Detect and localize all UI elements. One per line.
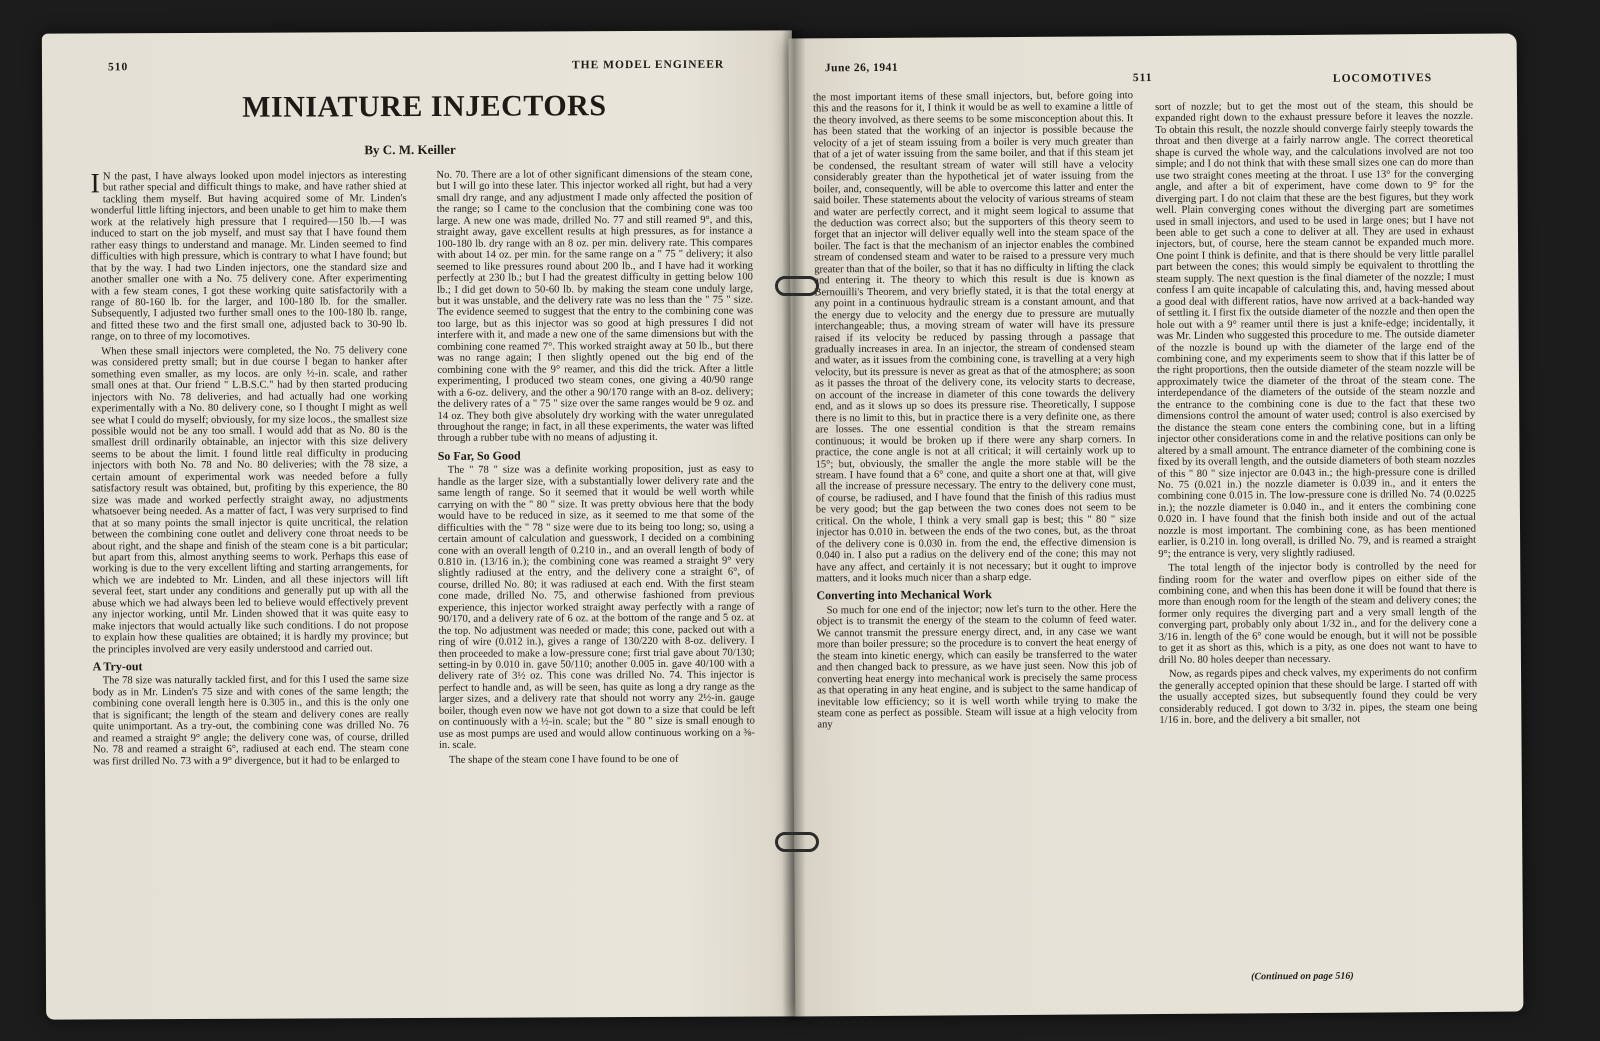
article-title: MINIATURE INJECTORS bbox=[242, 89, 607, 124]
text-column-4 bbox=[1155, 100, 1479, 962]
staple bbox=[775, 276, 819, 296]
paragraph: sort of nozzle; but to get the most out of the steam, this should be expanded right down to the exhaust pressure before it leaves the nozzle. To obtain this result, the nozzle should converge fairly steeply towards the throat and then diverge at a fairly narrow angle. The correct theoretical shape is curved the whole way, and the calculations involved are not too simple; and I do not think that with these small sizes one can do more than use two straight cones meeting at the throat. I use 13° for the converging angle, and after a bit of experiment, have come down to 9° for the diverging part. I do not claim that these are the best figures, but they work well. Plain converging cones without the diverging part are sometimes used in small injectors, and used to be used in large ones; but I have not been able to get such a cone to deliver at all. They are used in exhaust injectors, but, of course, here the steam cannot be expanded much more. One point I think is definite, and that is there should be very little parallel part between the cones; this would simply be equivalent to throttling the steam supply. The next question is the final diameter of the nozzle; I must confess I am quite incapable of calculating this, and, having messed about a good deal with different ratios, have now arrived at a back-handed way of settling it. I first fix the outside diameter of the nozzle and then open the hole out with a 9° reamer until there is just a knife-edge; incidentally, it was Mr. Linden who suggested this procedure to me. The outside diameter of the nozzle is bound up with the diameter of the large end of the combining cone, and my experiments seem to show that if this latter be of the right proportions, then the outside diameter of the steam nozzle will be approximately twice the diameter of the throat of the steam cone. The interdependance of the diameters of the outside of the steam nozzle and the entrance to the combining cone is due to the fact that these two dimensions control the amount of water used; control is also exercised by the distance the steam cone enters the combining cone, but in a lifting injector other considerations come in and the relative positions can only be altered by a small amount. The entrance diameter of the combining cone is fixed by its overall length, and the outside diameters of both steam nozzles of this " 80 " size injector are 0.043 in.; the high-pressure cone is drilled No. 75 (0.021 in.) the nozzle diameter is 0.039 in., and it enters the combining cone 0.015 in. The low-pressure cone is drilled No. 74 (0.0225 in.); the nozzle diameter is 0.040 in., and it enters the combining cone 0.020 in. I have found that the finish both inside and out of the actual nozzle is most important. The combining cone, as has been mentioned earlier, is 0.210 in. long overall, is drilled No. 79, and is reamed a straight 9°; the entrance is very, very slightly radiused. bbox=[1155, 99, 1477, 560]
section-heading: So Far, So Good bbox=[437, 448, 521, 463]
page-number: 511 bbox=[1132, 72, 1153, 85]
page-number: 510 bbox=[107, 61, 129, 74]
continued-note: (Continued on page 516) bbox=[1251, 970, 1354, 983]
text-column-2 bbox=[436, 169, 756, 1000]
paragraph: The total length of the injector body is controlled by the need for finding room for the water and overflow pipes on either side of the combining cone, and when this has been done it will be found that there is more than enough room for the length of the steam and delivery cones; the former only requires the diverging part and a very small length of the converging part, probably only about 1/32 in., and for the delivery cone a 3/16 in. length of the 6° cone would be enough, but it will not be possible to get it as short as this, which is a pity, as one does not want to have to drill No. 80 holes deeper than necessary. bbox=[1158, 560, 1477, 666]
section-heading: Converting into Mechanical Work bbox=[816, 587, 992, 603]
staple bbox=[775, 832, 819, 852]
section-heading: A Try-out bbox=[92, 659, 143, 674]
drop-cap: I bbox=[90, 168, 100, 200]
spine-gutter bbox=[782, 30, 806, 1020]
text-column-3 bbox=[813, 90, 1139, 997]
paragraph: Now, as regards pipes and check valves, my experiments do not confirm the generally accepted opinion that these should be large. I started off with the usually accepted sizes, but subsequently found they could be very considerably reduced. I got down to 3/32 in. pipes, the steam one being 1/16 in. bore, and the delivery a bit smaller, not bbox=[1159, 666, 1478, 726]
paragraph: When these small injectors were completed, the No. 75 delivery cone was considered pretty small; but in due course I began to hanker after something even smaller, as my locos. are only ½-in. scale, and rather small ones at that. Our friend " L.B.S.C." had by then started producing injectors with No. 78 deliveries, and had actually had one working experimentally with a No. 80 delivery cone, so I thought I might as well see what I could do myself; obviously, for my size locos., the smallest size possible would not be any too small. I would add that as No. 80 is the smallest drill ordinarily obtainable, an injector with this size delivery seems to be about the limit. I found little real difficulty in producing injectors with both No. 78 and No. 80 deliveries; with the 78 size, a certain amount of experimental work was needed before a fully satisfactory result was obtained, but, profiting by this experience, the 80 size was made and worked perfectly straight away, no adjustments whatsoever being needed. As a matter of fact, I was very surprised to find that at so many points the small injector is quite uncritical, the relation between the combining cone outlet and delivery cone throat needs to be about right, and the shape and finish of the steam cone is a bit particular; but apart from this, almost anything seems to work. Perhaps this ease of working is due to the very excellent lifting and starting arrangements, for which we are indebted to Mr. Linden, and all these injectors will lift several feet, start under any conditions and generally put up with all the abuse which we had always been led to believe would effectively prevent any injector working, until Mr. Linden showed that it was quite easy to make injectors that would actually like such conditions. I do not propose to explain how these qualities are obtained; it is hardly my province; but the principles involved are very easily understood and carried out. bbox=[91, 344, 409, 656]
paragraph: No. 70. There are a lot of other significant dimensions of the steam cone, but I will go into these later. This injector worked all right, but had a very small dry range, and any adjustment I made only affected the position of the range; so I came to the conclusion that the combining cone was too large. A new one was made, drilled No. 77 and still reamed 9°, and this, straight away, gave excellent results at high pressures, as for instance a 100-180 lb. dry range with an 8 oz. per min. delivery rate. This compares with about 14 oz. per min. for the same range on a " 75 " delivery; it also seemed to like pressures round about 200 lb., and I have had it working perfectly at 230 lb.; but I had the greatest difficulty in getting below 100 lb.; I did get down to 50-60 lb. by making the steam cone unduly large, but it was unstable, and the delivery rate was no less than the " 75 " size. The evidence seemed to suggest that the entry to the combining cone was too large, but as this injector was so good at high pressures I did not interfere with it, and made a new one of the same dimensions but with the combining cone reamed 7°. This worked straight away at 50 lb., but there was no range again; I then slightly opened out the big end of the combining cone with the 9° reamer, and this did the trick. After a little experimenting, I produced two steam cones, one giving a 40/90 range with a 6-oz. delivery, and the other a 90/170 range with an 8-oz. delivery; the delivery rates of a " 75 " size over the same ranges would be 9 oz. and 14 oz. They both give absolutely dry working with the water unregulated throughout the range; in fact, in all these experiments, the water was lifted through a rubber tube with no means of adjusting it. bbox=[436, 168, 754, 445]
issue-date: June 26, 1941 bbox=[824, 61, 899, 75]
running-head: LOCOMOTIVES bbox=[1332, 72, 1433, 85]
paragraph: The " 78 " size was a definite working proposition, just as easy to handle as the larger size, with a substantially lower delivery rate and the same length of range. So it seemed that it would be well worth while carrying on with the " 80 " size. It was pretty obvious here that the body would have to be reduced in size, as it seemed to me that some of the difficulties with the " 78 " size were due to its being too long; so, using a certain amount of calculation and guesswork, I decided on a combining cone with an overall length of 0.210 in., and an overall length of body of 0.810 in. (13/16 in.); the combining cone was reamed a straight 9° very slightly radiused at the entry, and the delivery cone a straight 6°, of course, drilled No. 80; it was radiused at each end. With the first steam cone made, drilled No. 75, and otherwise fashioned from previous experience, this injector worked straight away perfectly with a range of 90/170, and a delivery rate of 6 oz. at the bottom of the range and 5 oz. at the top. No adjustment was needed or made; this cone, packed out with a ring of wire (0.012 in.), gives a range of 130/220 with 8-oz. delivery. I then proceeded to make a low-pressure cone; first trial gave about 70/130; setting-in by 0.010 in. gave 50/110; another 0.005 in. gave 40/100 with a delivery rate of 3½ oz. This cone was drilled No. 74. This injector is perfect to handle and, as will be seen, has quite as long a dry range as the larger sizes, and a delivery rate that should not worry any 2½-in. gauge boiler, though even now we have not got down to a size that could be left on continuously with a ½-in. scale; but the " 80 " size is small enough to use as most pumps are used and would allow continuous working on a ⅜-in. scale. bbox=[437, 463, 755, 752]
paragraph: The shape of the steam cone I have found to be one of bbox=[449, 753, 679, 766]
running-head: THE MODEL ENGINEER bbox=[571, 58, 725, 72]
paragraph: So much for one end of the injector; now let's turn to the other. Here the object is to transmit the energy of the steam to the column of feed water. We cannot transmit the pressure energy direct, and, in any case we want more than boiler pressure; so the procedure is to convert the heat energy of the steam into kinetic energy, which can easily be transferred to the water and then changed back to pressure, as we have just seen. Now this job of converting heat energy into mechanical work is precisely the same process as that operating in any heat engine, and is subject to the same handicap of inevitable low efficiency; so it is well worth while trying to make the steam cone as perfect as possible. Steam will issue at a high velocity from any bbox=[816, 603, 1138, 731]
right-page bbox=[789, 33, 1524, 1016]
left-page bbox=[42, 30, 796, 1019]
paragraph: the most important items of these small injectors, but, before going into this and the reasons for it, I think it would be as well to examine a little of the theory involved, as there seems to be some misconception about this. It has been stated that the working of an injector is possible because the velocity of a jet of steam issuing from a boiler is very much greater than that of a jet of water issuing from the same boiler, and that if this steam jet be condensed, the resultant stream of water will still have a velocity considerably greater than the hypothetical jet of water issuing from the boiler, and, consequently, will be able to overcome this latter and enter the said boiler. These statements about the velocity of various streams of steam and water are perfectly correct, and it might seem logical to assume that the deduction was correct also; but the supporters of this theory seem to forget that an injector will deliver equally well into the steam space of the boiler. The fact is that the mechanism of an injector enables the combined stream of condensed steam and water to be raised to a pressure very much greater than that of the boiler, so that it has no difficulty in lifting the clack and entering it. The theory to which this result is due is known as Bernouilli's Theorem, and very briefly stated, it is that the total energy at any point in a continuous hydraulic stream is a constant amount, and that the energy due to velocity and the energy due to pressure are mutually interchangeable; thus, a moving stream of water will have its pressure raised if its velocity be reduced by passing through a passage that gradually increases in area. In an injector, the stream of condensed steam and water, as it issues from the combining cone, is travelling at a very high velocity, but its pressure is never as great as that of the atmosphere; as soon as it passes the throat of the delivery cone, its velocity starts to decrease, on account of the increase in diameter of this cone towards the delivery end, and as it slows up so does its pressure rise. Theoretically, I suppose there is no limit to this, but in practice there is a very definite one, as there are losses. The one essential condition is that the stream remains continuous; it would be broken up if there were any sharp corners. In practice, the cone angle is not at all critical; it will certainly work up to 15°; but, obviously, the smaller the angle the more stable will be the stream. I have found that a 6° cone, and quite a short one at that, will give all the increase of pressure necessary. The entry to the delivery cone must, of course, be radiused, and I have found that the finish of this radius must be very good; but the gap between the two cones does not seem to be critical. On the whole, I think a very small gap is best; this " 80 " size injector has 0.010 in. between the ends of the two cones, but, as the throat of the delivery cone is 0.030 in. from the end, the effective dimension is 0.040 in. I also put a radius on the delivery end of the cone; this may not have any affect, and certainly it is not necessary; but it ought to improve matters, and it looks much nicer than a sharp edge. bbox=[812, 90, 1137, 585]
paragraph-text: N the past, I have always looked upon model injectors as interesting but rather special and difficult things to make, and have rather shied at tackling them myself. But having acquired some of Mr. Linden's wonderful little lifting injectors, and been unable to get him to make them work at the relatively high pressure that I required—150 lb.—I was induced to start on the job myself, and must say that I have found them rather easy things to understand and manage. Mr. Linden seemed to find difficulties with high pressure, which is contrary to what I have found; but that by the way. I had two Linden injectors, one the standard size and another smaller one with a No. 75 delivery cone. After experimenting with a few steam cones, I got these working quite satisfactorily with a range of 80-160 lb. for the larger, and 100-180 lb. for the smaller. Subsequently, I adjusted two further small ones to the 100-180 lb. range, and fitted these two and the first small one, adjusted back to 30-90 lb. range, on to three of my locomotives. bbox=[90, 170, 408, 343]
paragraph bbox=[90, 170, 407, 343]
text-column-1 bbox=[90, 170, 410, 1001]
byline: By C. M. Keiller bbox=[364, 141, 456, 158]
paragraph: The 78 size was naturally tackled first, and for this I used the same size body as in Mr. Linden's 75 size and with cones of the same length; the combining cone overall length here is 0.305 in., and this is the only one that is significant; the length of the steam and delivery cones are really quite unimportant. As a try-out, the combining cone was drilled No. 76 and reamed a straight 9° angle; the delivery cone was, of course, drilled No. 78 and reamed a straight 6°, radiused at each end. The steam cone was first drilled No. 73 with a 9° divergence, but it had to be enlarged to bbox=[92, 674, 410, 768]
